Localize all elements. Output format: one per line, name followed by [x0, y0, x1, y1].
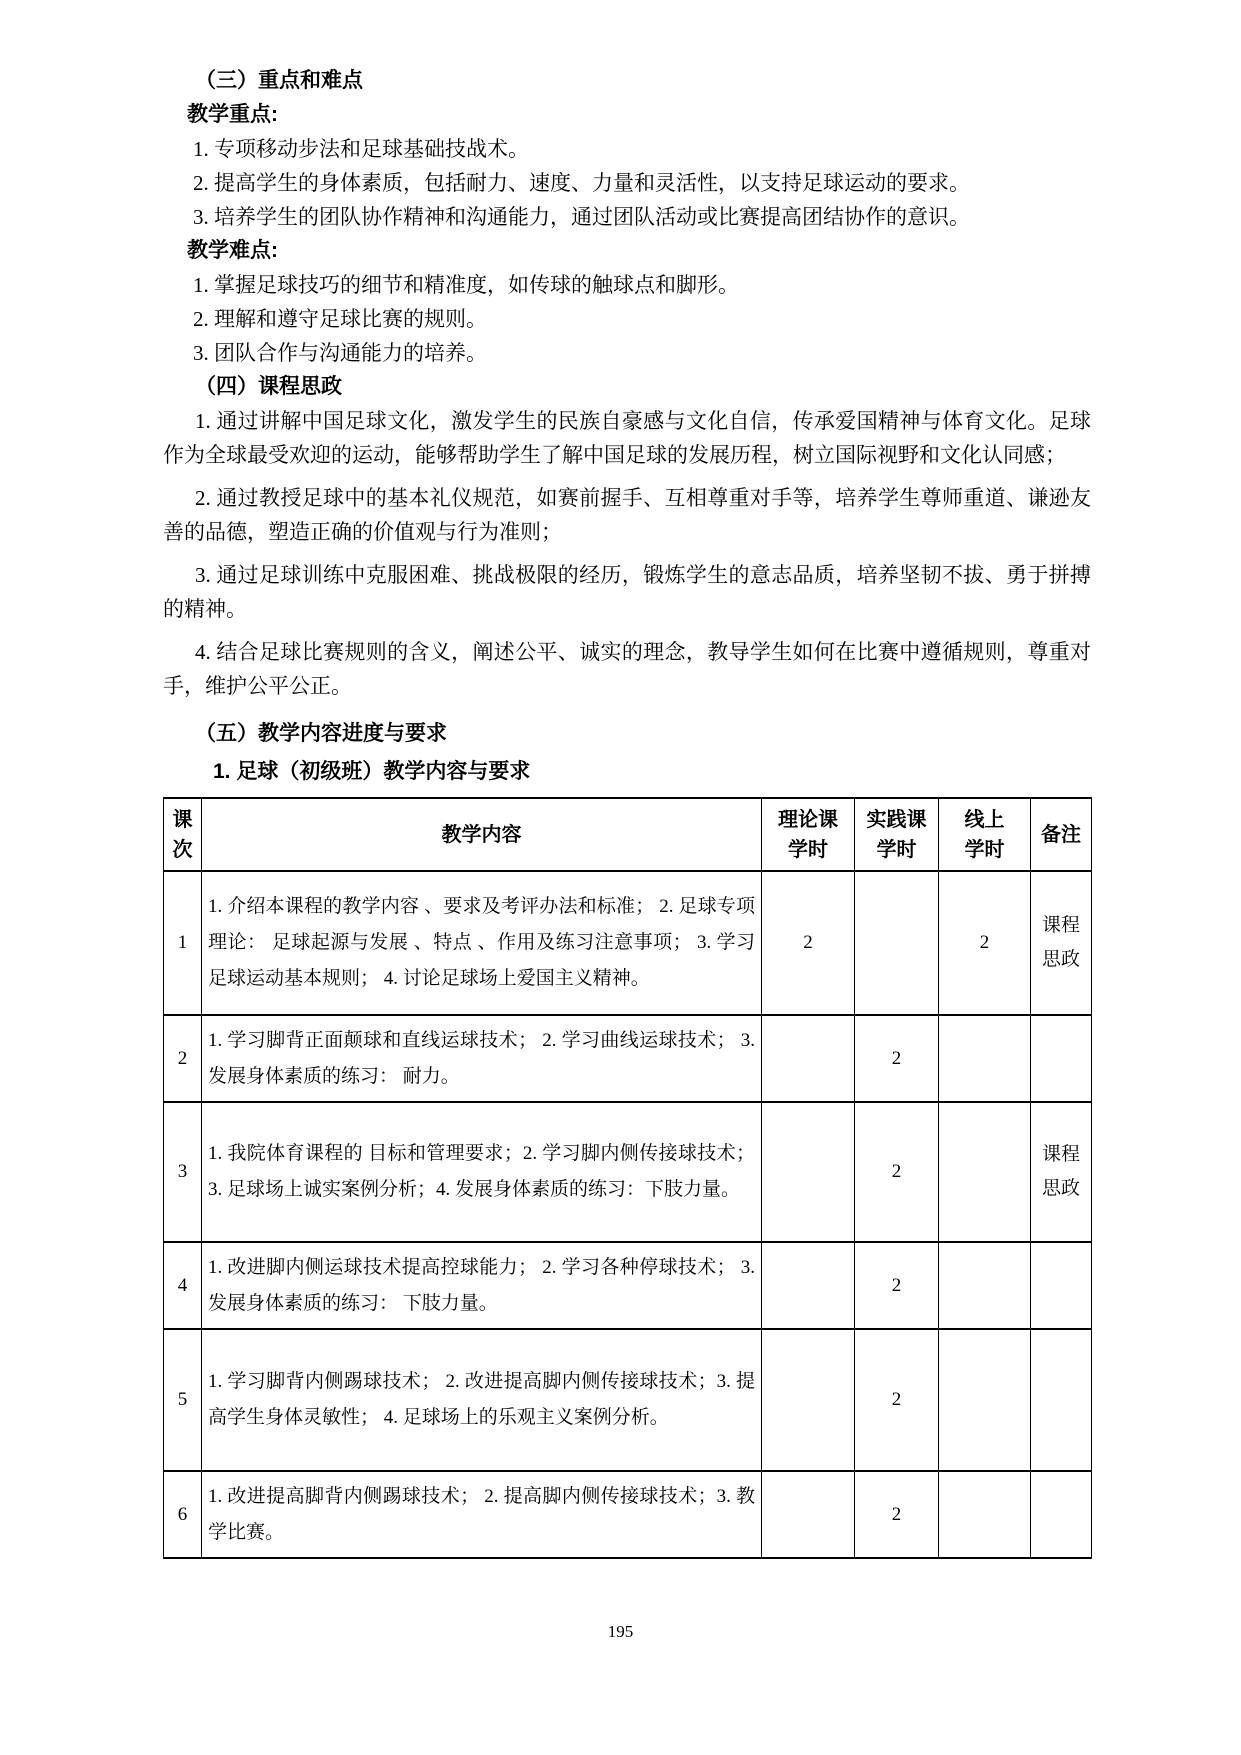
- cell-online-hours: [939, 1329, 1031, 1471]
- cell-online-hours: [939, 1471, 1031, 1558]
- cell-lesson-no: 2: [164, 1015, 202, 1102]
- cell-lesson-no: 6: [164, 1471, 202, 1558]
- cell-content: 1. 改进提高脚背内侧踢球技术； 2. 提高脚内侧传接球技术；3. 教学比赛。: [202, 1471, 762, 1558]
- list-item: 2. 提高学生的身体素质，包括耐力、速度、力量和灵活性，以支持足球运动的要求。: [193, 171, 970, 195]
- cell-content: 1. 我院体育课程的 目标和管理要求；2. 学习脚内侧传接球技术；3. 足球场上诚实案例分析；4. 发展身体素质的练习：下肢力量。: [202, 1102, 762, 1242]
- cell-theory-hours: 2: [762, 871, 855, 1015]
- table-header-row: [164, 798, 1092, 871]
- col-header-line: 线上: [964, 808, 1005, 831]
- page-number: 195: [607, 1622, 634, 1641]
- paragraph: 3. 通过足球训练中克服困难、挑战极限的经历，锻炼学生的意志品质，培养坚韧不拔、勇于拼搏的精神。: [163, 563, 1091, 621]
- cell-remarks: 课程思政: [1031, 871, 1092, 1015]
- cell-remarks: [1031, 1471, 1092, 1558]
- cell-theory-hours: [762, 1329, 855, 1471]
- cell-practice-hours: 2: [855, 1242, 939, 1329]
- col-header-remarks: 备注: [1031, 798, 1092, 871]
- list-item: 3. 培养学生的团队协作精神和沟通能力，通过团队活动或比赛提高团结协作的意识。: [193, 205, 970, 229]
- table-caption: 1. 足球（初级班）教学内容与要求: [213, 760, 531, 783]
- cell-practice-hours: 2: [855, 1102, 939, 1242]
- cell-practice-hours: 2: [855, 1329, 939, 1471]
- cell-lesson-no: 4: [164, 1242, 202, 1329]
- cell-content: 1. 改进脚内侧运球技术提高控球能力； 2. 学习各种停球技术； 3. 发展身体素质的练习： 下肢力量。: [202, 1242, 762, 1329]
- list-item: 1. 专项移动步法和足球基础技战术。: [193, 137, 529, 161]
- table-row: [164, 1471, 1092, 1558]
- cell-online-hours: 2: [939, 871, 1031, 1015]
- cell-practice-hours: [855, 871, 939, 1015]
- cell-remarks: 课程思政: [1031, 1102, 1092, 1242]
- cell-remarks: [1031, 1015, 1092, 1102]
- cell-theory-hours: [762, 1471, 855, 1558]
- cell-theory-hours: [762, 1102, 855, 1242]
- col-header-line: 实践课: [866, 808, 927, 831]
- table-row: [164, 1329, 1092, 1471]
- cell-practice-hours: 2: [855, 1471, 939, 1558]
- list-item: 3. 团队合作与沟通能力的培养。: [193, 341, 487, 365]
- table-row: [164, 871, 1092, 1015]
- table-row: [164, 1102, 1092, 1242]
- cell-practice-hours: 2: [855, 1015, 939, 1102]
- list-item: 1. 掌握足球技巧的细节和精准度，如传球的触球点和脚形。: [193, 273, 739, 297]
- col-header-lesson-no: 课次: [164, 798, 202, 871]
- paragraph: 1. 通过讲解中国足球文化，激发学生的民族自豪感与文化自信，传承爱国精神与体育文化。足球作为全球最受欢迎的运动，能够帮助学生了解中国足球的发展历程，树立国际视野和文化认同感；: [163, 409, 1091, 467]
- cell-remarks: [1031, 1242, 1092, 1329]
- cell-online-hours: [939, 1242, 1031, 1329]
- cell-online-hours: [939, 1015, 1031, 1102]
- list-item: 2. 理解和遵守足球比赛的规则。: [193, 307, 487, 331]
- cell-content: 1. 学习脚背正面颠球和直线运球技术； 2. 学习曲线运球技术； 3. 发展身体素质的练习： 耐力。: [202, 1015, 762, 1102]
- col-header-theory-hours: [762, 798, 855, 871]
- col-header-line: 学时: [788, 838, 828, 861]
- cell-theory-hours: [762, 1242, 855, 1329]
- col-header-practice-hours: [855, 798, 939, 871]
- section3-heading: （三）重点和难点: [195, 69, 363, 92]
- section4-heading: （四）课程思政: [195, 375, 342, 398]
- col-header-line: 学时: [876, 838, 917, 861]
- table-row: [164, 1015, 1092, 1102]
- col-header-content: 教学内容: [202, 798, 762, 871]
- cell-content: 1. 学习脚背内侧踢球技术； 2. 改进提高脚内侧传接球技术；3. 提高学生身体灵敏性； 4. 足球场上的乐观主义案例分析。: [202, 1329, 762, 1471]
- cell-online-hours: [939, 1102, 1031, 1242]
- table-row: [164, 1242, 1092, 1329]
- col-header-line: 理论课: [778, 808, 838, 831]
- cell-lesson-no: 5: [164, 1329, 202, 1471]
- cell-theory-hours: [762, 1015, 855, 1102]
- cell-lesson-no: 3: [164, 1102, 202, 1242]
- teaching-schedule-table: [163, 797, 1092, 1559]
- section5-heading: （五）教学内容进度与要求: [195, 722, 447, 745]
- paragraph: 4. 结合足球比赛规则的含义，阐述公平、诚实的理念，教导学生如何在比赛中遵循规则，尊重对手，维护公平公正。: [163, 640, 1091, 698]
- cell-remarks: [1031, 1329, 1092, 1471]
- difficulties-label: 教学难点:: [187, 239, 278, 262]
- col-header-line: 学时: [964, 838, 1005, 861]
- paragraph: 2. 通过教授足球中的基本礼仪规范，如赛前握手、互相尊重对手等，培养学生尊师重道、谦逊友善的品德，塑造正确的价值观与行为准则；: [163, 486, 1091, 544]
- cell-content: 1. 介绍本课程的教学内容 、要求及考评办法和标准； 2. 足球专项理论： 足球起源与发展 、特点 、作用及练习注意事项； 3. 学习足球运动基本规则； 4. 讨论足球场上爱国主义精神。: [202, 871, 762, 1015]
- cell-lesson-no: 1: [164, 871, 202, 1015]
- col-header-online-hours: [939, 798, 1031, 871]
- key-points-label: 教学重点:: [187, 103, 278, 126]
